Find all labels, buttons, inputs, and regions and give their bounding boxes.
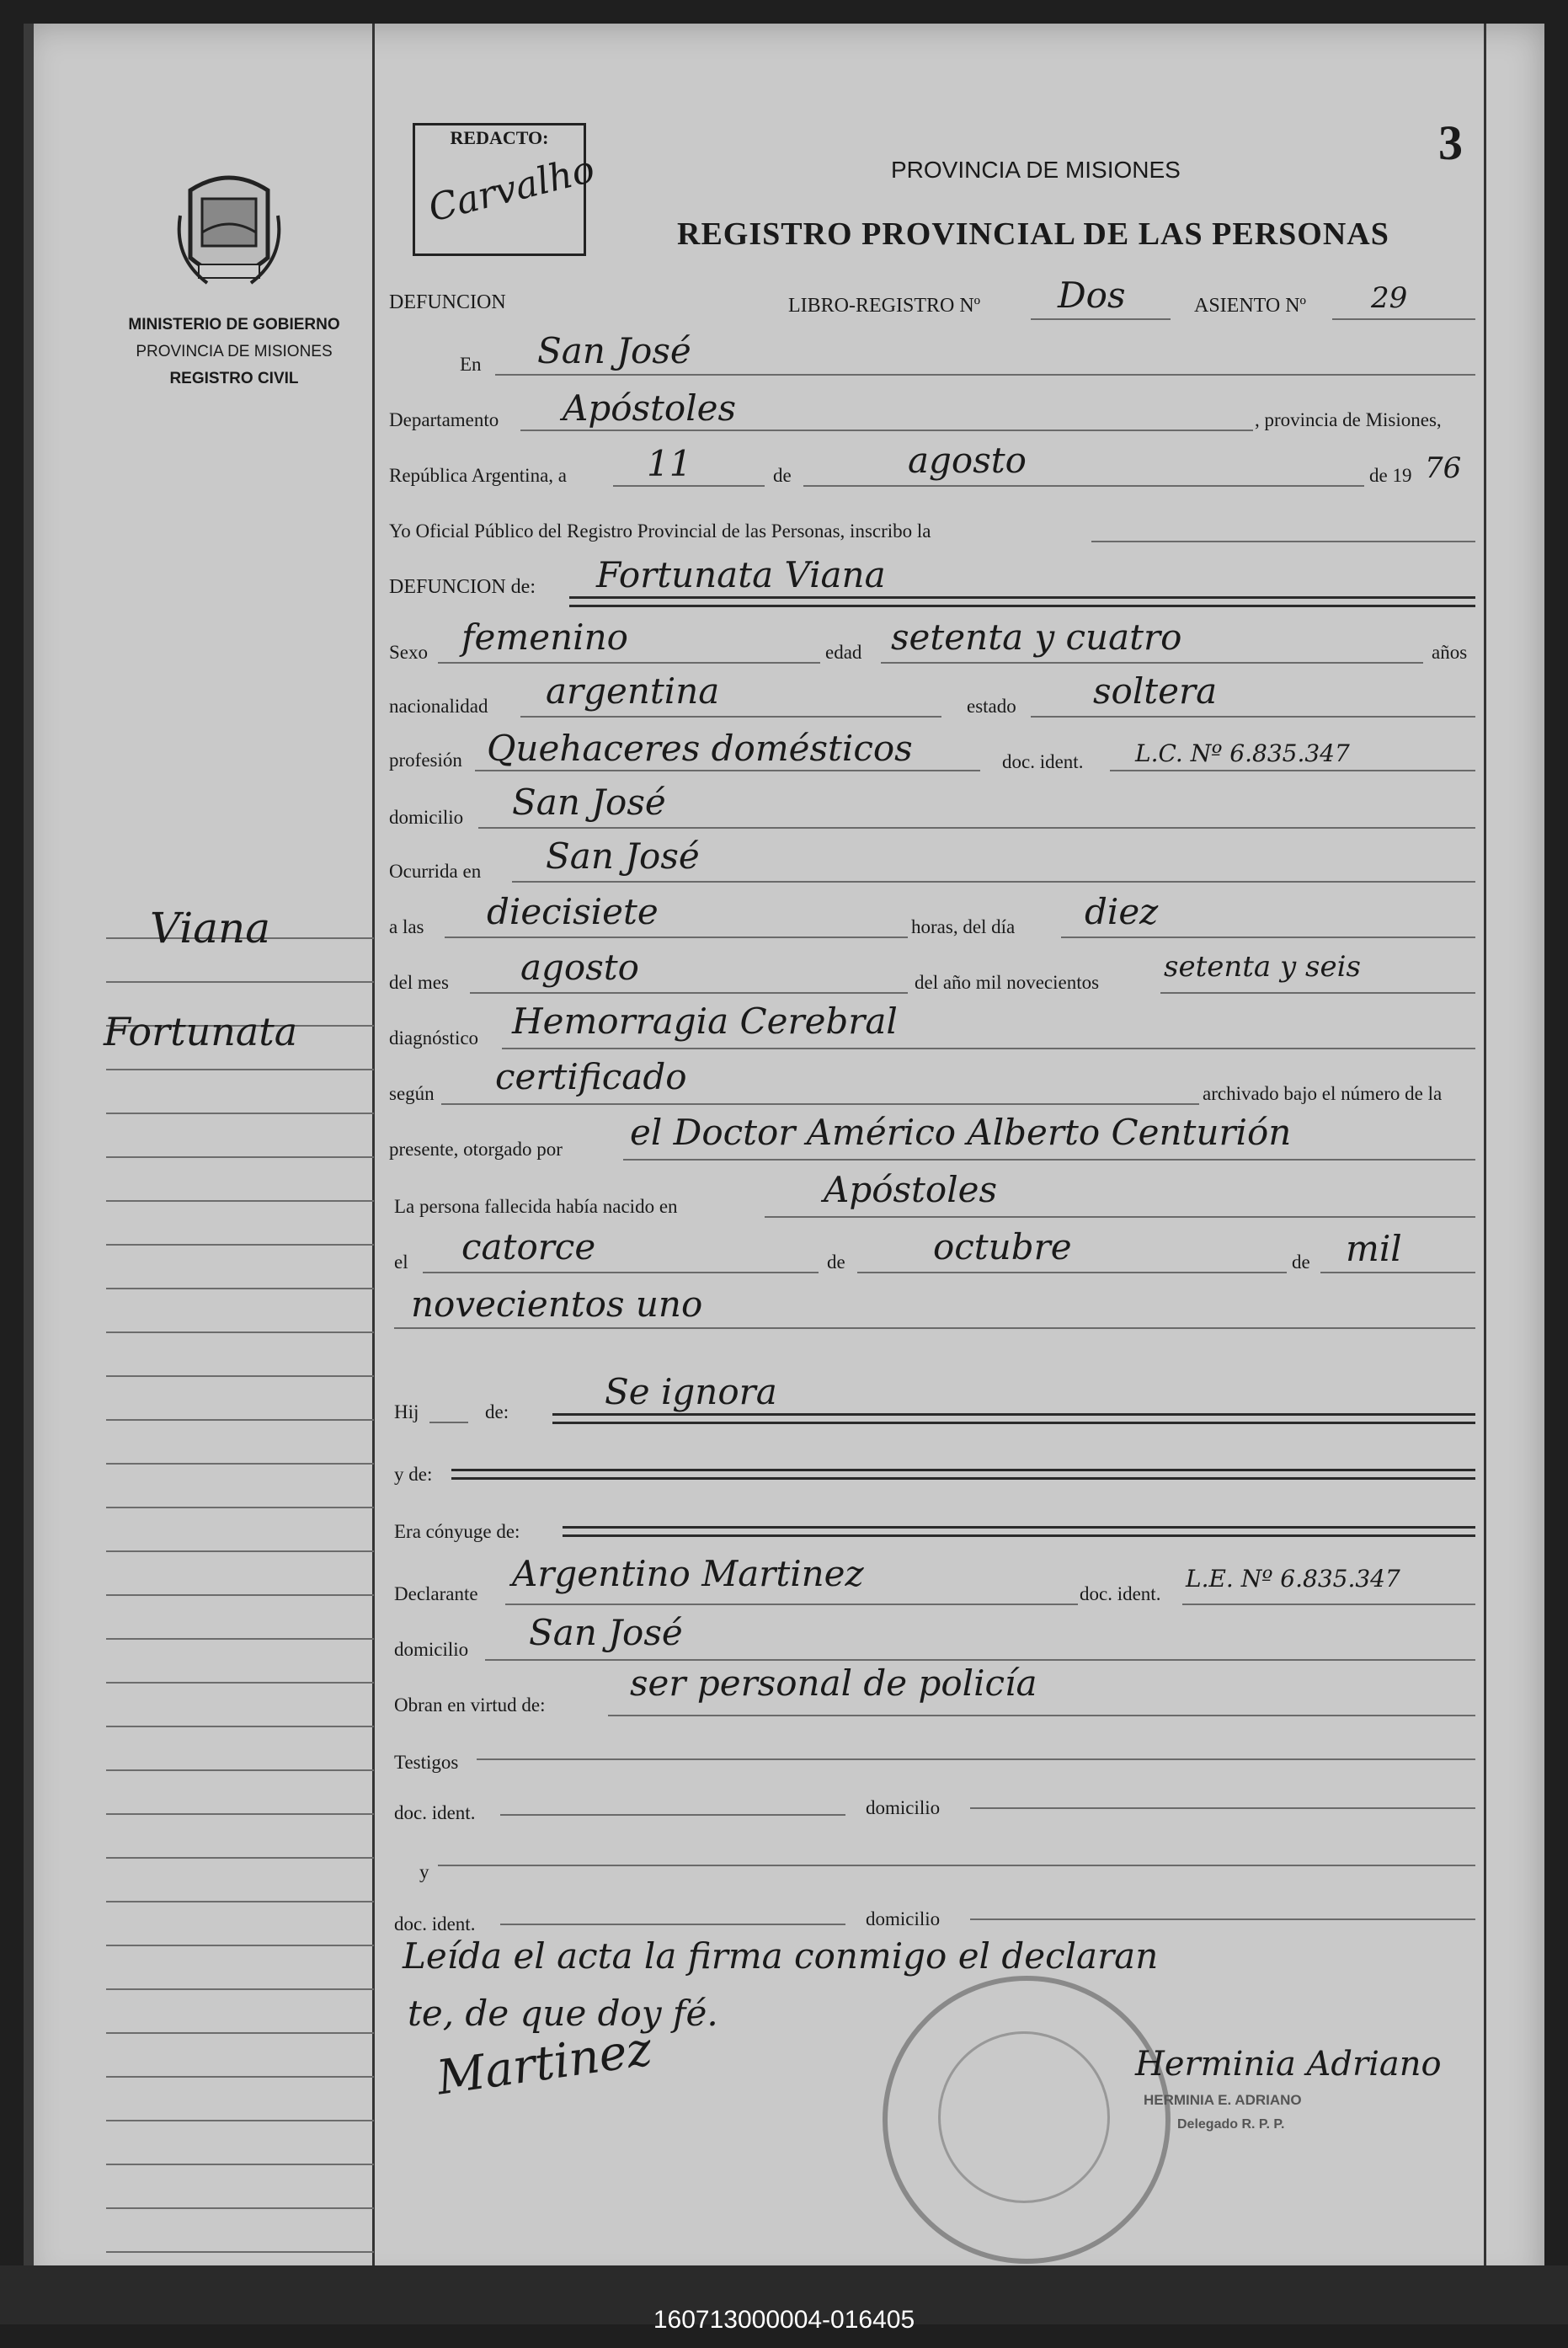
t2-domicilio-line xyxy=(970,1918,1475,1920)
sexo-value: femenino xyxy=(461,616,628,658)
margin-surname: Viana xyxy=(150,904,271,953)
deceased-name: Fortunata Viana xyxy=(596,554,886,595)
segun-label: según xyxy=(389,1083,435,1104)
estado-value: soltera xyxy=(1093,670,1218,712)
birth-year-line-2 xyxy=(394,1327,1475,1329)
closing-line-2: te, de que doy fé. xyxy=(408,1993,718,2034)
obran-line xyxy=(608,1715,1475,1716)
year-label: de 19 xyxy=(1369,465,1412,486)
del-mes-label: del mes xyxy=(389,972,449,993)
obran-value: ser personal de policía xyxy=(630,1662,1037,1704)
anio-label: del año mil novecientos xyxy=(915,972,1100,993)
nacido-value: Apóstoles xyxy=(824,1169,998,1210)
domicilio-label: domicilio xyxy=(389,807,464,828)
month-line xyxy=(803,485,1364,487)
record-type-label: DEFUNCION xyxy=(389,291,506,313)
decl-doc-line xyxy=(1182,1604,1475,1605)
birth-month: octubre xyxy=(933,1226,1072,1267)
birth-day: catorce xyxy=(461,1226,596,1267)
oficial-text: Yo Oficial Público del Registro Provincial de las Personas, inscribo la xyxy=(389,520,931,542)
year-value: 76 xyxy=(1425,451,1462,485)
asiento-value: 29 xyxy=(1371,281,1408,315)
el-label: el xyxy=(394,1251,408,1273)
declarante-line xyxy=(505,1604,1078,1605)
decl-doc-value: L.E. Nº 6.835.347 xyxy=(1186,1565,1400,1593)
conyuge-label: Era cónyuge de: xyxy=(394,1521,520,1542)
mes-value: agosto xyxy=(520,947,639,988)
day-value: 11 xyxy=(647,443,692,484)
scan-caption: 160713000004-016405 xyxy=(653,2306,915,2334)
t2-domicilio-label: domicilio xyxy=(866,1908,941,1929)
testigos-label: Testigos xyxy=(394,1752,459,1773)
diagnostico-line xyxy=(502,1048,1475,1049)
en-line xyxy=(495,374,1475,376)
seal-emblem xyxy=(938,2031,1110,2203)
edad-value: setenta y cuatro xyxy=(891,616,1182,658)
redactor-box xyxy=(413,123,600,256)
provincia-suffix: , provincia de Misiones, xyxy=(1255,409,1442,430)
right-rule xyxy=(1484,24,1486,2289)
libro-label: LIBRO-REGISTRO Nº xyxy=(788,295,981,317)
nacionalidad-label: nacionalidad xyxy=(389,696,488,717)
asiento-label: ASIENTO Nº xyxy=(1194,295,1306,317)
obran-label: Obran en virtud de: xyxy=(394,1694,546,1716)
nacido-label: La persona fallecida había nacido en xyxy=(394,1196,678,1217)
a-las-value: diecisiete xyxy=(487,891,659,932)
ocurrida-label: Ocurrida en xyxy=(389,861,482,882)
birth-de-label-2: de xyxy=(1292,1251,1310,1273)
ocurrida-line xyxy=(512,881,1475,883)
anio-value: setenta y seis xyxy=(1164,950,1361,984)
estado-line xyxy=(1031,716,1475,718)
hij-line xyxy=(552,1413,1475,1416)
t2-doc-label: doc. ident. xyxy=(394,1913,476,1934)
signature-declarante: Martinez xyxy=(433,2021,655,2106)
presente-line xyxy=(623,1159,1475,1161)
deceased-line-2 xyxy=(569,605,1475,607)
nacionalidad-value: argentina xyxy=(546,670,720,712)
t-domicilio-label: domicilio xyxy=(866,1797,941,1818)
presente-value: el Doctor Américo Alberto Centurión xyxy=(630,1112,1292,1153)
declarante-value: Argentino Martinez xyxy=(512,1553,864,1594)
departamento-line xyxy=(520,430,1253,431)
libro-line xyxy=(1031,318,1171,320)
doc-ident-value: L.C. Nº 6.835.347 xyxy=(1135,739,1350,767)
birth-year-b: novecientos uno xyxy=(411,1283,703,1325)
margin-ruled-lines xyxy=(106,895,374,2253)
birth-de-label: de xyxy=(827,1251,845,1273)
ocurrida-value: San José xyxy=(546,835,700,877)
t2-doc-line xyxy=(500,1924,845,1925)
ministry-line1: MINISTERIO DE GOBIERNO xyxy=(128,316,340,334)
birth-year-a: mil xyxy=(1346,1228,1402,1269)
doc-ident-label: doc. ident. xyxy=(1002,751,1084,772)
page-number: 3 xyxy=(1438,115,1463,170)
sexo-label: Sexo xyxy=(389,642,428,663)
ministry-line2: PROVINCIA DE MISIONES xyxy=(136,343,333,360)
declarante-label: Declarante xyxy=(394,1583,478,1604)
t-y-line xyxy=(438,1865,1475,1866)
a-las-label: a las xyxy=(389,916,424,937)
day-line xyxy=(613,485,765,487)
decl-domicilio-line xyxy=(485,1659,1475,1661)
provincial-emblem xyxy=(173,165,285,300)
decl-doc-label: doc. ident. xyxy=(1080,1583,1161,1604)
y-de-line xyxy=(451,1469,1475,1471)
nacido-line xyxy=(765,1216,1475,1218)
decl-domicilio-label: domicilio xyxy=(394,1639,469,1660)
month-value: agosto xyxy=(908,440,1027,481)
en-label: En xyxy=(460,354,482,375)
binding-spine xyxy=(24,24,34,2289)
conyuge-line xyxy=(563,1526,1475,1529)
deceased-line xyxy=(569,596,1475,599)
profesion-label: profesión xyxy=(389,750,462,771)
t-doc-line xyxy=(500,1814,845,1816)
libro-value: Dos xyxy=(1058,275,1126,316)
oficial-line xyxy=(1091,541,1475,542)
anio-line xyxy=(1160,992,1475,994)
hij-value: Se ignora xyxy=(605,1371,777,1412)
segun-line xyxy=(441,1103,1199,1105)
segun-value: certificado xyxy=(495,1056,687,1097)
t-domicilio-line xyxy=(970,1807,1475,1809)
departamento-value: Apóstoles xyxy=(563,387,737,429)
y-de-label: y de: xyxy=(394,1464,433,1485)
edad-line xyxy=(881,662,1423,664)
a-las-line xyxy=(445,937,908,938)
mes-line xyxy=(470,992,908,994)
closing-line-1: Leída el acta la firma conmigo el declaran xyxy=(403,1935,1159,1977)
defuncion-de-label: DEFUNCION de: xyxy=(389,576,536,598)
province-heading: PROVINCIA DE MISIONES xyxy=(891,157,1181,183)
redactor-signature: Carvalho xyxy=(424,147,600,231)
margin-firstname: Fortunata xyxy=(104,1009,298,1054)
y-de-line-2 xyxy=(451,1477,1475,1480)
signature-official: Herminia Adriano xyxy=(1135,2045,1442,2084)
horas-label: horas, del día xyxy=(911,916,1016,937)
dia-line xyxy=(1061,937,1475,938)
hij-line-2 xyxy=(552,1422,1475,1424)
t-doc-label: doc. ident. xyxy=(394,1802,476,1823)
hij-suffix-line xyxy=(429,1422,468,1423)
t-y-label: y xyxy=(419,1861,429,1882)
asiento-line xyxy=(1332,318,1475,320)
diagnostico-label: diagnóstico xyxy=(389,1027,479,1049)
edad-label: edad xyxy=(825,642,862,663)
sexo-line xyxy=(438,662,820,664)
hij-de-label: de: xyxy=(485,1401,509,1422)
republica-label: República Argentina, a xyxy=(389,465,567,486)
dia-value: diez xyxy=(1085,891,1159,932)
de-label: de xyxy=(773,465,792,486)
official-stamp-title: Delegado R. P. P. xyxy=(1177,2117,1285,2132)
official-seal xyxy=(883,1976,1171,2264)
decl-domicilio-value: San José xyxy=(529,1612,683,1653)
domicilio-value: San José xyxy=(512,782,666,823)
anos-label: años xyxy=(1432,642,1468,663)
registry-heading: REGISTRO PROVINCIAL DE LAS PERSONAS xyxy=(677,216,1389,252)
nacionalidad-line xyxy=(520,716,941,718)
en-value: San José xyxy=(537,330,691,371)
departamento-label: Departamento xyxy=(389,409,499,430)
hij-label: Hij xyxy=(394,1401,419,1422)
testigos-line xyxy=(477,1758,1475,1760)
birth-year-line xyxy=(1320,1272,1475,1273)
profesion-value: Quehaceres domésticos xyxy=(487,728,913,769)
doc-ident-line xyxy=(1110,770,1475,771)
diagnostico-value: Hemorragia Cerebral xyxy=(512,1001,898,1042)
archivado-label: archivado bajo el número de la xyxy=(1203,1083,1443,1104)
domicilio-line xyxy=(478,827,1475,829)
official-stamp-name: HERMINIA E. ADRIANO xyxy=(1144,2092,1302,2108)
birth-month-line xyxy=(857,1272,1287,1273)
document-page xyxy=(24,24,1544,2289)
conyuge-line-2 xyxy=(563,1534,1475,1537)
estado-label: estado xyxy=(967,696,1016,717)
redactor-label: REDACTO: xyxy=(450,127,549,148)
profesion-line xyxy=(475,770,980,771)
ministry-line3: REGISTRO CIVIL xyxy=(169,370,299,387)
ministry-heading xyxy=(91,312,377,392)
presente-label: presente, otorgado por xyxy=(389,1139,563,1160)
birth-day-line xyxy=(423,1272,819,1273)
